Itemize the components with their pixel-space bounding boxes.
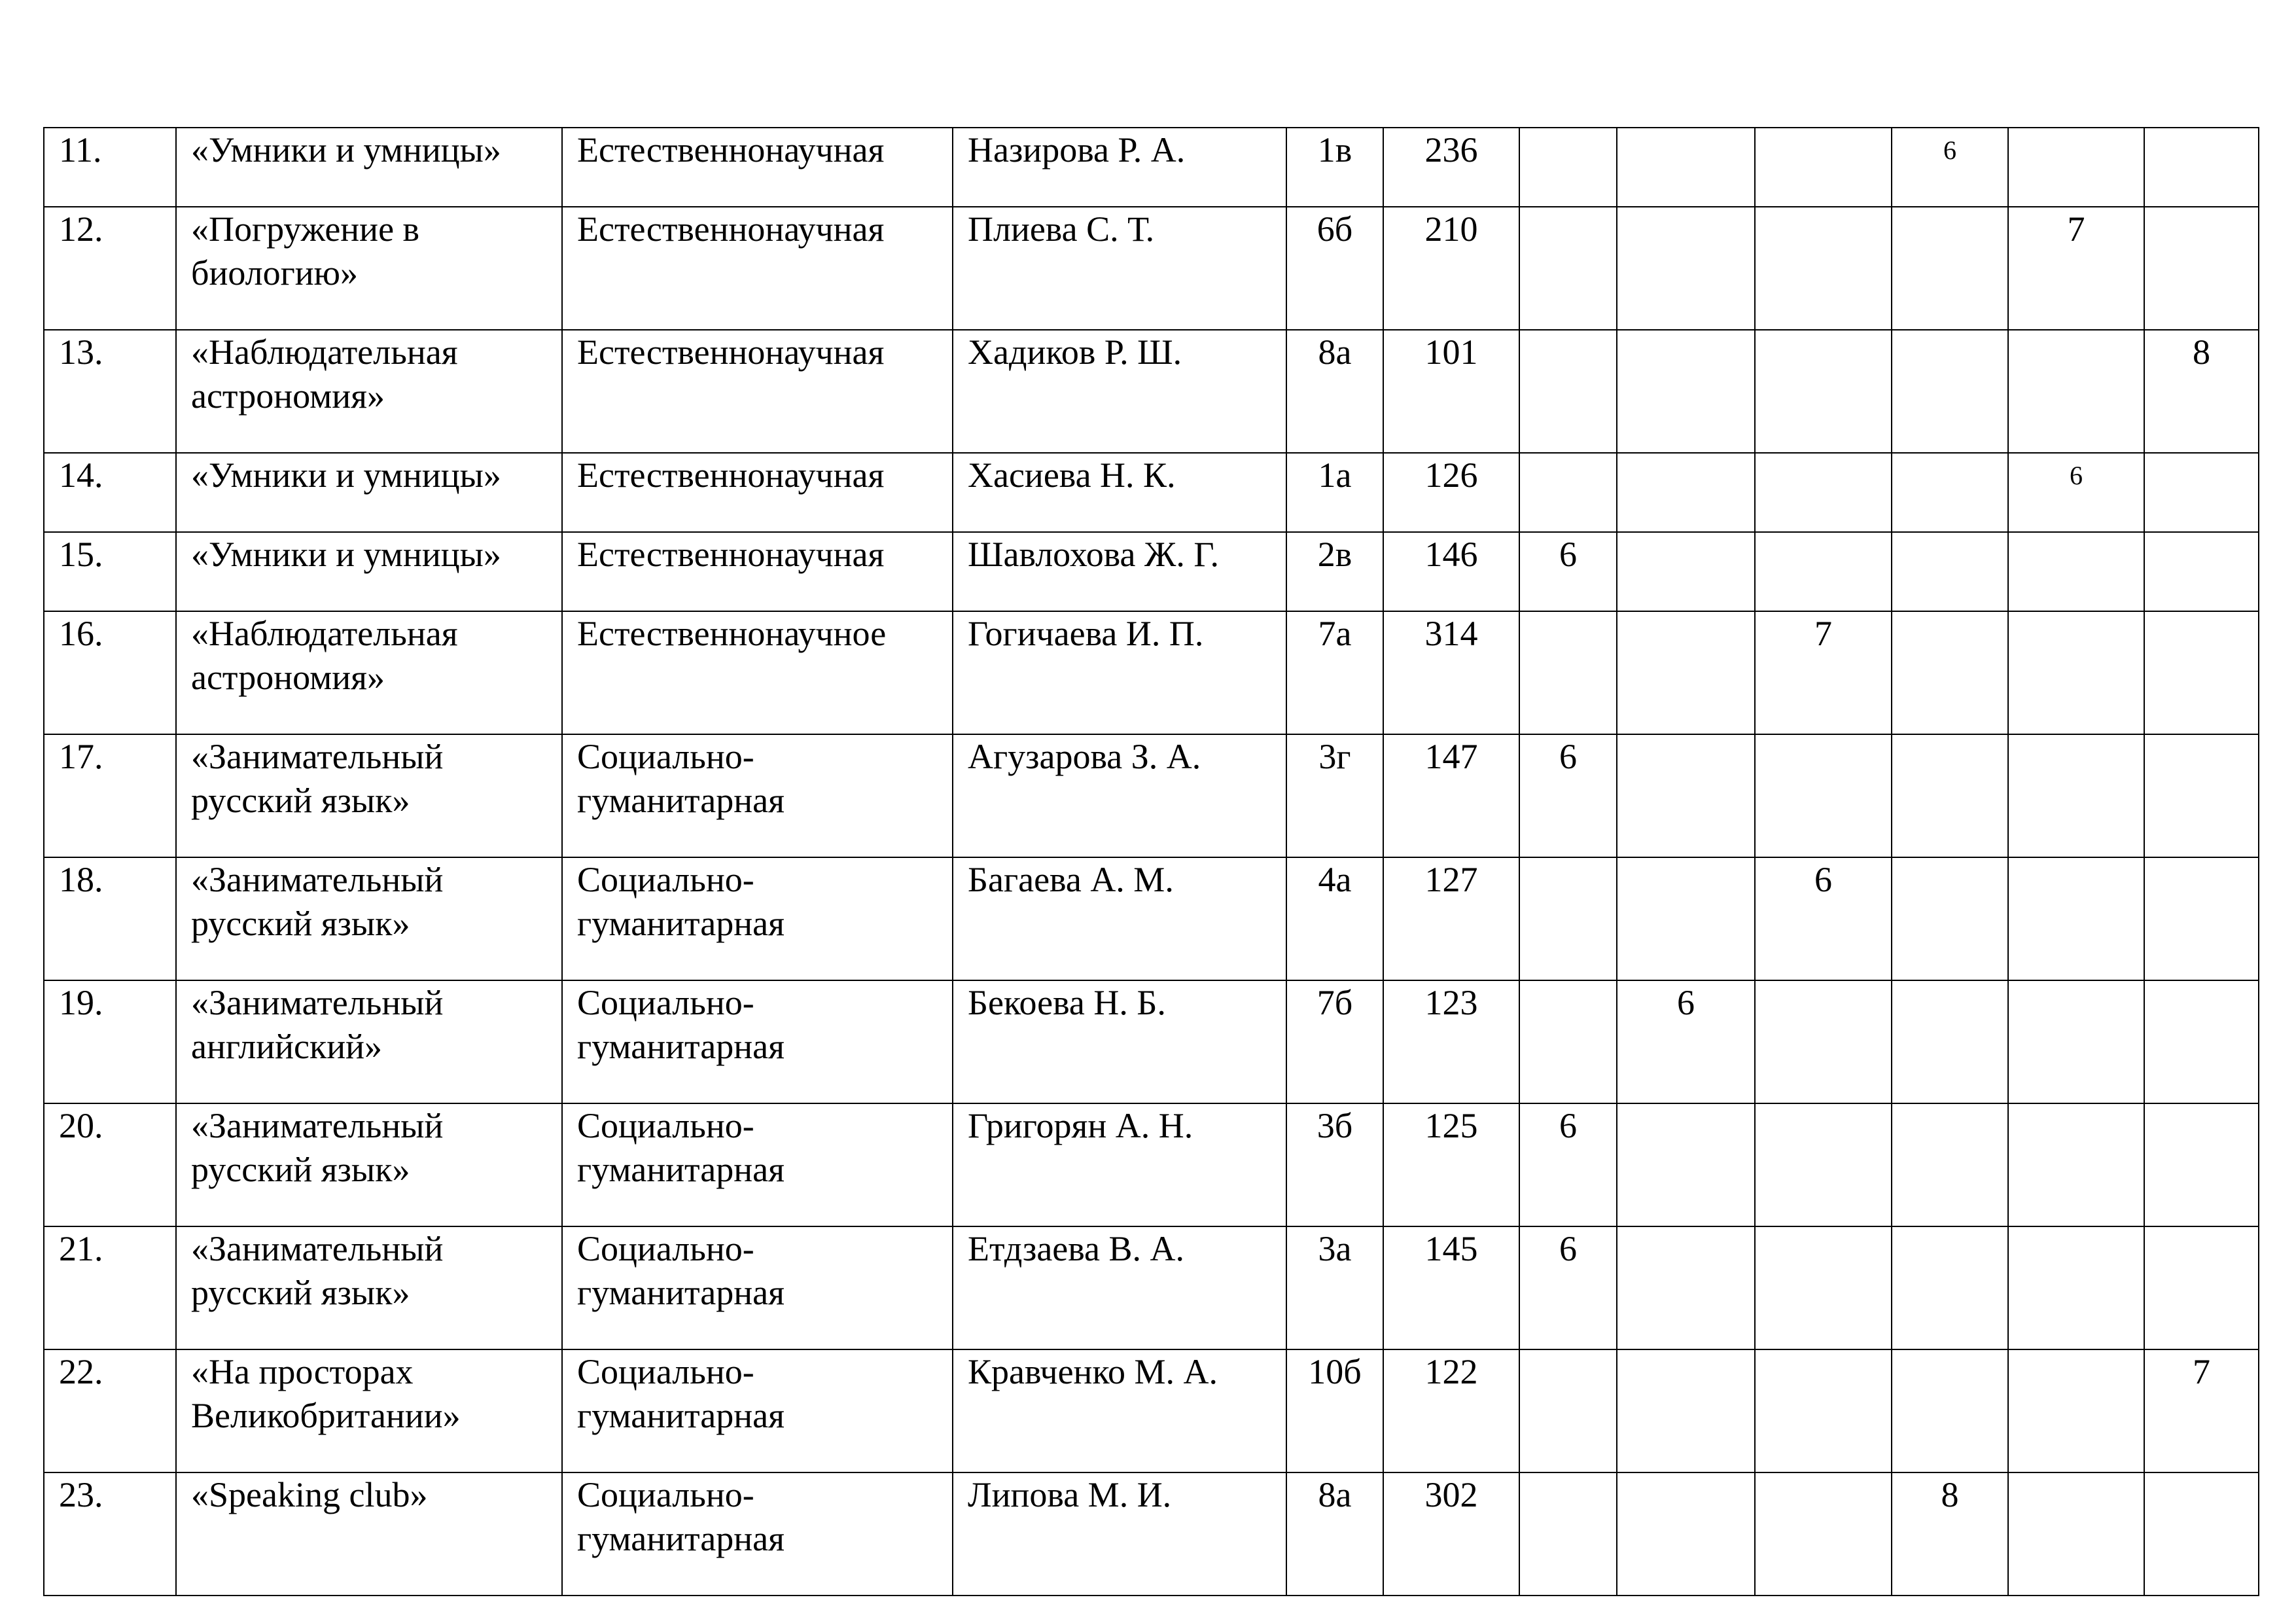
schedule-cell-2	[1617, 1226, 1755, 1349]
room-cell: 101	[1383, 330, 1519, 453]
schedule-cell-3	[1755, 532, 1892, 611]
table-row	[44, 532, 2259, 611]
room-cell: 210	[1383, 207, 1519, 330]
row-number-cell: 21.	[44, 1226, 176, 1349]
course-name-cell: «Погружение в биологию»	[176, 207, 562, 330]
schedule-cell-2	[1617, 532, 1755, 611]
direction-cell: Естественнонаучная	[562, 128, 953, 207]
schedule-cell-5	[2008, 330, 2144, 453]
schedule-cell-4	[1892, 611, 2008, 734]
room-cell: 302	[1383, 1472, 1519, 1596]
schedule-cell-1	[1519, 330, 1617, 453]
schedule-cell-1	[1519, 980, 1617, 1103]
schedule-cell-2	[1617, 611, 1755, 734]
schedule-cell-3	[1755, 1226, 1892, 1349]
schedule-cell-6	[2144, 857, 2259, 980]
schedule-cell-5	[2008, 1226, 2144, 1349]
row-number-cell: 18.	[44, 857, 176, 980]
teacher-cell: Гогичаева И. П.	[953, 611, 1286, 734]
schedule-cell-6	[2144, 1226, 2259, 1349]
room-cell: 122	[1383, 1349, 1519, 1472]
table-row	[44, 128, 2259, 207]
table-row	[44, 1226, 2259, 1349]
schedule-cell-2: 6	[1617, 980, 1755, 1103]
schedule-cell-2	[1617, 857, 1755, 980]
table-row	[44, 1103, 2259, 1226]
class-cell: 3а	[1286, 1226, 1383, 1349]
room-cell: 123	[1383, 980, 1519, 1103]
course-name-cell: «Умники и умницы»	[176, 128, 562, 207]
schedule-cell-3	[1755, 128, 1892, 207]
schedule-cell-5: 6	[2008, 453, 2144, 532]
row-number-cell: 16.	[44, 611, 176, 734]
schedule-cell-3	[1755, 980, 1892, 1103]
schedule-cell-3: 7	[1755, 611, 1892, 734]
teacher-cell: Бекоева Н. Б.	[953, 980, 1286, 1103]
direction-cell: Естественнонаучная	[562, 532, 953, 611]
class-cell: 8а	[1286, 330, 1383, 453]
schedule-cell-6	[2144, 453, 2259, 532]
room-cell: 147	[1383, 734, 1519, 857]
teacher-cell: Хасиева Н. К.	[953, 453, 1286, 532]
schedule-cell-2	[1617, 330, 1755, 453]
course-name-cell: «Занимательный русский язык»	[176, 1226, 562, 1349]
table-row	[44, 453, 2259, 532]
schedule-cell-3	[1755, 453, 1892, 532]
schedule-cell-4	[1892, 207, 2008, 330]
schedule-cell-1	[1519, 857, 1617, 980]
course-name-cell: «Занимательный русский язык»	[176, 1103, 562, 1226]
table-row	[44, 734, 2259, 857]
class-cell: 4а	[1286, 857, 1383, 980]
schedule-cell-1	[1519, 1472, 1617, 1596]
teacher-cell: Назирова Р. А.	[953, 128, 1286, 207]
schedule-cell-4	[1892, 1226, 2008, 1349]
schedule-cell-3	[1755, 1103, 1892, 1226]
schedule-cell-6	[2144, 734, 2259, 857]
room-cell: 125	[1383, 1103, 1519, 1226]
schedule-cell-5: 7	[2008, 207, 2144, 330]
schedule-cell-1: 6	[1519, 734, 1617, 857]
class-cell: 7а	[1286, 611, 1383, 734]
table-row	[44, 611, 2259, 734]
direction-cell: Естественнонаучное	[562, 611, 953, 734]
table-row	[44, 1472, 2259, 1596]
course-name-cell: «Наблюдательная астрономия»	[176, 330, 562, 453]
schedule-cell-6	[2144, 980, 2259, 1103]
schedule-cell-6	[2144, 1472, 2259, 1596]
schedule-cell-1	[1519, 207, 1617, 330]
direction-cell: Естественнонаучная	[562, 330, 953, 453]
direction-cell: Социально- гуманитарная	[562, 1349, 953, 1472]
schedule-cell-3	[1755, 1349, 1892, 1472]
course-name-cell: «Умники и умницы»	[176, 532, 562, 611]
schedule-cell-2	[1617, 1472, 1755, 1596]
schedule-cell-5	[2008, 532, 2144, 611]
row-number-cell: 20.	[44, 1103, 176, 1226]
course-name-cell: «На просторах Великобритании»	[176, 1349, 562, 1472]
schedule-cell-6: 8	[2144, 330, 2259, 453]
schedule-cell-5	[2008, 980, 2144, 1103]
schedule-cell-1	[1519, 128, 1617, 207]
schedule-cell-6	[2144, 611, 2259, 734]
schedule-cell-2	[1617, 453, 1755, 532]
row-number-cell: 23.	[44, 1472, 176, 1596]
schedule-cell-4	[1892, 1349, 2008, 1472]
course-name-cell: «Умники и умницы»	[176, 453, 562, 532]
schedule-cell-3	[1755, 207, 1892, 330]
room-cell: 145	[1383, 1226, 1519, 1349]
table-row	[44, 1349, 2259, 1472]
schedule-cell-5	[2008, 734, 2144, 857]
schedule-cell-1: 6	[1519, 1226, 1617, 1349]
teacher-cell: Шавлохова Ж. Г.	[953, 532, 1286, 611]
row-number-cell: 19.	[44, 980, 176, 1103]
room-cell: 127	[1383, 857, 1519, 980]
direction-cell: Социально- гуманитарная	[562, 980, 953, 1103]
teacher-cell: Хадиков Р. Ш.	[953, 330, 1286, 453]
schedule-cell-2	[1617, 207, 1755, 330]
course-name-cell: «Наблюдательная астрономия»	[176, 611, 562, 734]
row-number-cell: 14.	[44, 453, 176, 532]
teacher-cell: Агузарова З. А.	[953, 734, 1286, 857]
direction-cell: Естественнонаучная	[562, 453, 953, 532]
schedule-cell-5	[2008, 857, 2144, 980]
schedule-cell-2	[1617, 734, 1755, 857]
table-body	[44, 128, 2259, 1596]
class-cell: 6б	[1286, 207, 1383, 330]
room-cell: 236	[1383, 128, 1519, 207]
schedule-cell-3: 6	[1755, 857, 1892, 980]
teacher-cell: Григорян А. Н.	[953, 1103, 1286, 1226]
row-number-cell: 17.	[44, 734, 176, 857]
direction-cell: Естественнонаучная	[562, 207, 953, 330]
direction-cell: Социально- гуманитарная	[562, 1103, 953, 1226]
course-name-cell: «Speaking club»	[176, 1472, 562, 1596]
room-cell: 314	[1383, 611, 1519, 734]
row-number-cell: 15.	[44, 532, 176, 611]
schedule-cell-4	[1892, 453, 2008, 532]
schedule-cell-4	[1892, 857, 2008, 980]
row-number-cell: 12.	[44, 207, 176, 330]
schedule-cell-5	[2008, 611, 2144, 734]
room-cell: 146	[1383, 532, 1519, 611]
schedule-cell-1: 6	[1519, 1103, 1617, 1226]
table-row	[44, 207, 2259, 330]
schedule-cell-4	[1892, 980, 2008, 1103]
schedule-cell-5	[2008, 1103, 2144, 1226]
row-number-cell: 11.	[44, 128, 176, 207]
teacher-cell: Кравченко М. А.	[953, 1349, 1286, 1472]
schedule-cell-5	[2008, 128, 2144, 207]
schedule-cell-6	[2144, 207, 2259, 330]
schedule-table	[43, 127, 2259, 1596]
schedule-cell-1	[1519, 1349, 1617, 1472]
schedule-cell-3	[1755, 734, 1892, 857]
schedule-cell-4	[1892, 330, 2008, 453]
teacher-cell: Багаева А. М.	[953, 857, 1286, 980]
schedule-cell-5	[2008, 1349, 2144, 1472]
table-row	[44, 980, 2259, 1103]
class-cell: 2в	[1286, 532, 1383, 611]
schedule-cell-4	[1892, 1103, 2008, 1226]
direction-cell: Социально- гуманитарная	[562, 1472, 953, 1596]
schedule-cell-5	[2008, 1472, 2144, 1596]
course-name-cell: «Занимательный английский»	[176, 980, 562, 1103]
schedule-cell-6	[2144, 128, 2259, 207]
class-cell: 8а	[1286, 1472, 1383, 1596]
direction-cell: Социально- гуманитарная	[562, 1226, 953, 1349]
direction-cell: Социально- гуманитарная	[562, 734, 953, 857]
direction-cell: Социально- гуманитарная	[562, 857, 953, 980]
table-row	[44, 330, 2259, 453]
schedule-cell-1	[1519, 453, 1617, 532]
row-number-cell: 22.	[44, 1349, 176, 1472]
schedule-cell-2	[1617, 1349, 1755, 1472]
schedule-cell-4	[1892, 734, 2008, 857]
class-cell: 7б	[1286, 980, 1383, 1103]
schedule-cell-6: 7	[2144, 1349, 2259, 1472]
schedule-cell-3	[1755, 1472, 1892, 1596]
room-cell: 126	[1383, 453, 1519, 532]
schedule-cell-4: 6	[1892, 128, 2008, 207]
schedule-cell-6	[2144, 532, 2259, 611]
class-cell: 1а	[1286, 453, 1383, 532]
schedule-cell-2	[1617, 1103, 1755, 1226]
class-cell: 1в	[1286, 128, 1383, 207]
schedule-cell-2	[1617, 128, 1755, 207]
course-name-cell: «Занимательный русский язык»	[176, 734, 562, 857]
class-cell: 10б	[1286, 1349, 1383, 1472]
row-number-cell: 13.	[44, 330, 176, 453]
schedule-cell-4	[1892, 532, 2008, 611]
schedule-cell-1	[1519, 611, 1617, 734]
course-name-cell: «Занимательный русский язык»	[176, 857, 562, 980]
class-cell: 3б	[1286, 1103, 1383, 1226]
schedule-cell-4: 8	[1892, 1472, 2008, 1596]
teacher-cell: Плиева С. Т.	[953, 207, 1286, 330]
schedule-cell-6	[2144, 1103, 2259, 1226]
teacher-cell: Етдзаева В. А.	[953, 1226, 1286, 1349]
class-cell: 3г	[1286, 734, 1383, 857]
schedule-cell-1: 6	[1519, 532, 1617, 611]
schedule-cell-3	[1755, 330, 1892, 453]
table-row	[44, 857, 2259, 980]
teacher-cell: Липова М. И.	[953, 1472, 1286, 1596]
